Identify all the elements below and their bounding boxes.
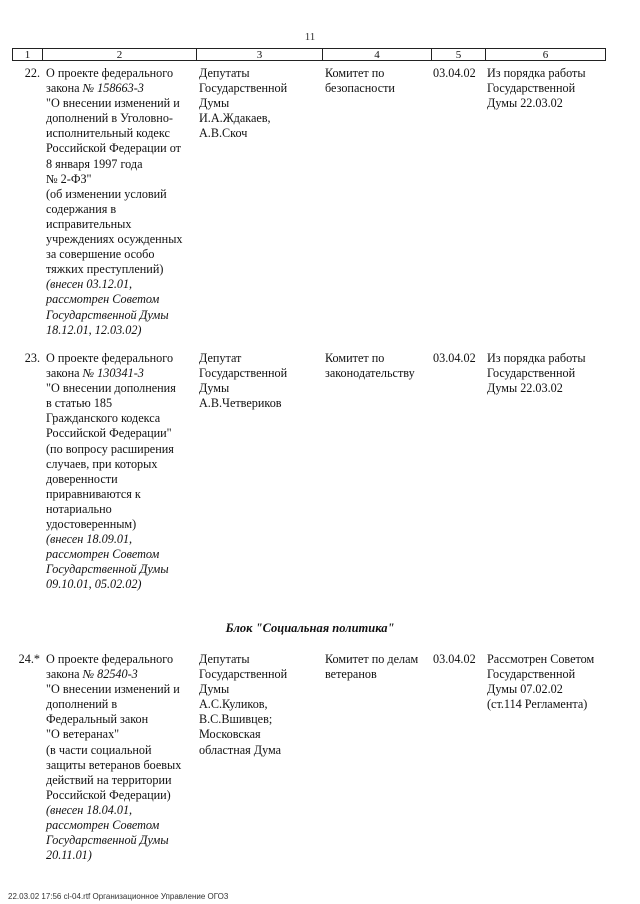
description-text: дополнений в Уголовно- — [46, 111, 173, 126]
committee-line: законодательству — [325, 366, 415, 381]
description-text: Гражданского кодекса — [46, 411, 161, 426]
section-title: Блок "Социальная политика" — [225, 621, 395, 635]
initiator-line: областная Дума — [199, 742, 282, 757]
description-line — [46, 472, 196, 487]
note-line: Думы 22.03.02 — [487, 96, 563, 111]
description-text: Российской Федерации) — [46, 787, 171, 802]
date: 03.04.02 — [433, 351, 476, 365]
committee-line: Комитет по делам — [325, 652, 419, 666]
initiator-line: И.А.Ждакаев, — [199, 111, 271, 126]
description-text: рассмотрен Советом — [46, 818, 160, 833]
description-line — [46, 547, 196, 562]
committee-line: Комитет по — [325, 66, 385, 80]
description-line — [46, 562, 196, 577]
description-line — [46, 232, 196, 247]
description-text: Государственной Думы — [46, 833, 169, 848]
description-text: (об изменении условий — [46, 186, 167, 201]
description-line — [46, 217, 196, 232]
description-text: приравниваются к — [46, 486, 141, 501]
description-text: тяжких преступлений) — [46, 262, 164, 277]
header-col-1: 1 — [13, 49, 43, 60]
note-line: (ст.114 Регламента) — [487, 697, 588, 712]
description-line — [46, 442, 196, 457]
description-text: защиты ветеранов боевых — [46, 757, 182, 772]
description-text: О проекте федерального — [46, 351, 174, 365]
description-text: дополнений в — [46, 697, 118, 712]
description-text: исполнительный кодекс — [46, 126, 170, 141]
description-line — [46, 126, 196, 141]
description-line — [46, 141, 196, 156]
description-line — [46, 712, 196, 727]
bill-description — [46, 351, 196, 593]
initiator — [196, 351, 322, 593]
description-text: рассмотрен Советом — [46, 547, 160, 562]
description-text: исправительных — [46, 216, 132, 231]
committee-line: ветеранов — [325, 667, 377, 682]
description-text: доверенности — [46, 471, 118, 486]
initiator-line: А.В.Четвериков — [199, 396, 282, 411]
initiator-line: Депутаты — [199, 66, 250, 80]
initiator-line: А.С.Куликов, — [199, 697, 268, 712]
description-line — [46, 187, 196, 202]
description-text: (внесен 18.09.01, — [46, 532, 133, 547]
initiator-line: В.С.Вшивцев; — [199, 712, 273, 727]
description-line — [46, 457, 196, 472]
description-line — [46, 727, 196, 742]
bill-number: № 82540-3 — [82, 667, 138, 682]
description-text: 09.10.01, 05.02.02) — [46, 577, 142, 592]
initiator-line: Думы — [199, 381, 230, 396]
table-row — [12, 66, 616, 338]
note — [486, 652, 616, 863]
row-number: 22. — [24, 66, 40, 80]
description-line — [46, 758, 196, 773]
description-line — [46, 277, 196, 292]
description-line — [46, 96, 196, 111]
description-line — [46, 292, 196, 307]
description-text: действий на территории — [46, 772, 172, 787]
description-text: "О внесении дополнения — [46, 381, 176, 396]
description-line — [46, 202, 196, 217]
note-line: Государственной — [487, 366, 576, 381]
description-line — [46, 396, 196, 411]
initiator-line: Государственной — [199, 366, 288, 381]
table-header-row — [12, 48, 606, 61]
initiator-line: А.В.Скоч — [199, 126, 248, 141]
description-line — [46, 366, 196, 381]
description-text: "О внесении изменений и — [46, 682, 180, 697]
header-col-3: 3 — [197, 49, 323, 60]
description-text: учреждениях осужденных — [46, 232, 183, 247]
description-text: 8 января 1997 года — [46, 156, 143, 171]
description-line — [46, 697, 196, 712]
committee-line: Комитет по — [325, 351, 385, 365]
bill-number: № 158663-3 — [82, 81, 144, 96]
description-text: закона — [46, 667, 83, 682]
description-line — [46, 667, 196, 682]
header-col-2: 2 — [43, 49, 197, 60]
description-text: (внесен 18.04.01, — [46, 802, 133, 817]
date: 03.04.02 — [433, 652, 476, 666]
description-text: (внесен 03.12.01, — [46, 277, 133, 292]
initiator-line: Депутаты — [199, 652, 250, 666]
description-text: Российской Федерации" — [46, 426, 172, 441]
description-text: (в части социальной — [46, 742, 152, 757]
description-text: Российской Федерации от — [46, 141, 181, 156]
description-text: закона — [46, 81, 83, 96]
description-text: за совершение особо — [46, 247, 155, 262]
description-line — [46, 381, 196, 396]
description-line — [46, 81, 196, 96]
description-line — [46, 652, 196, 667]
description-text: в статью 185 — [46, 396, 113, 411]
description-line — [46, 577, 196, 592]
description-text: нотариально — [46, 501, 112, 516]
description-line — [46, 773, 196, 788]
date: 03.04.02 — [433, 66, 476, 80]
description-text: рассмотрен Советом — [46, 292, 160, 307]
table-row — [12, 652, 616, 863]
committee — [322, 652, 432, 863]
description-text: "О внесении изменений и — [46, 96, 180, 111]
bill-description — [46, 652, 196, 863]
committee — [322, 66, 432, 338]
description-text: О проекте федерального — [46, 652, 174, 666]
table-row — [12, 351, 616, 593]
bill-number: № 130341-3 — [82, 366, 144, 381]
description-line — [46, 487, 196, 502]
description-text: содержания в — [46, 201, 117, 216]
row-number: 24.* — [18, 652, 40, 666]
description-line — [46, 426, 196, 441]
note-line: Рассмотрен Советом — [487, 652, 595, 666]
initiator — [196, 652, 322, 863]
description-line — [46, 111, 196, 126]
header-col-4: 4 — [323, 49, 432, 60]
initiator-line: Государственной — [199, 81, 288, 96]
bill-description — [46, 66, 196, 338]
committee — [322, 351, 432, 593]
initiator-line: Думы — [199, 96, 230, 111]
note-line: Из порядка работы — [487, 66, 586, 80]
initiator-line: Государственной — [199, 667, 288, 682]
header-col-6: 6 — [542, 49, 549, 61]
note-line: Думы 22.03.02 — [487, 381, 563, 396]
description-line — [46, 517, 196, 532]
description-line — [46, 848, 196, 863]
header-col-5: 5 — [432, 49, 486, 60]
description-text: "О ветеранах" — [46, 727, 120, 742]
note — [486, 351, 616, 593]
row-number: 23. — [24, 351, 40, 365]
initiator-line: Думы — [199, 682, 230, 697]
description-line — [46, 308, 196, 323]
note-line: Государственной — [487, 667, 576, 682]
note-line: Из порядка работы — [487, 351, 586, 365]
description-text: № 2-ФЗ" — [46, 171, 92, 186]
initiator — [196, 66, 322, 338]
description-line — [46, 833, 196, 848]
description-line — [46, 262, 196, 277]
description-text: Государственной Думы — [46, 307, 169, 322]
description-line — [46, 351, 196, 366]
initiator-line: Московская — [199, 727, 261, 742]
description-text: закона — [46, 366, 83, 381]
description-text: 18.12.01, 12.03.02) — [46, 322, 142, 337]
description-line — [46, 502, 196, 517]
description-text: случаев, при которых — [46, 456, 158, 471]
description-line — [46, 323, 196, 338]
description-line — [46, 818, 196, 833]
note-line: Думы 07.02.02 — [487, 682, 563, 697]
committee-line: безопасности — [325, 81, 395, 96]
description-text: 20.11.01) — [46, 848, 92, 863]
note-line: Государственной — [487, 81, 576, 96]
description-line — [46, 743, 196, 758]
description-line — [46, 803, 196, 818]
description-line — [46, 172, 196, 187]
description-text: О проекте федерального — [46, 66, 174, 80]
description-line — [46, 411, 196, 426]
description-line — [46, 532, 196, 547]
description-text: удостоверенным) — [46, 517, 137, 532]
description-text: Федеральный закон — [46, 712, 149, 727]
initiator-line: Депутат — [199, 351, 242, 365]
page-number: 11 — [304, 31, 316, 43]
description-line — [46, 66, 196, 81]
description-line — [46, 157, 196, 172]
description-text: (по вопросу расширения — [46, 441, 174, 456]
note — [486, 66, 616, 338]
description-line — [46, 682, 196, 697]
description-line — [46, 788, 196, 803]
description-text: Государственной Думы — [46, 562, 169, 577]
description-line — [46, 247, 196, 262]
page-footer: 22.03.02 17:56 cl-04.rtf Организационное Управление ОГО3 — [8, 892, 229, 901]
